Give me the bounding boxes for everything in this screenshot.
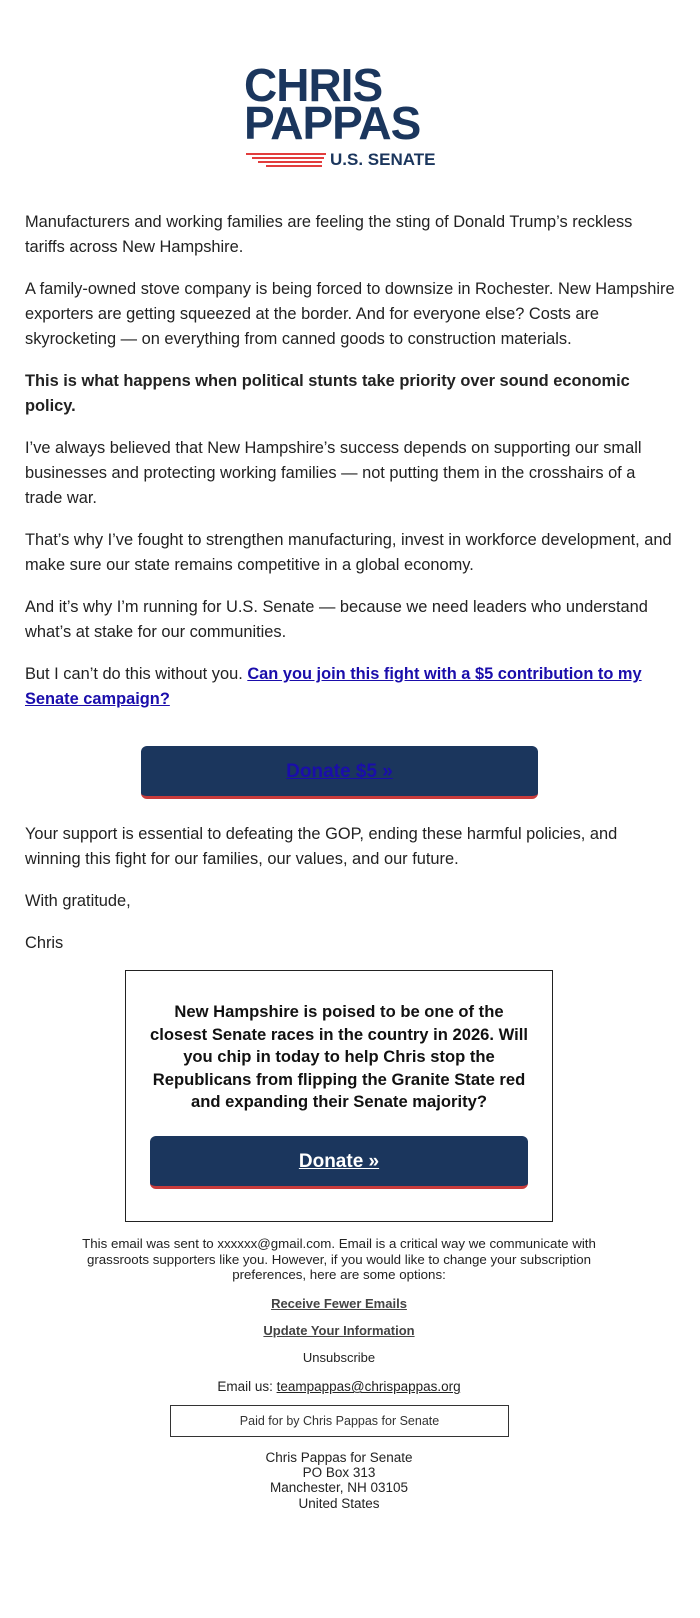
body-paragraph: A family-owned stove company is being forced to downsize in Rochester. New Hampshire exporters are getting squeezed at the border. And for everyone else? Costs are skyrocketing — on everything from canned goods to construction materials. [25,280,675,348]
mailing-address [180,1450,498,1511]
body-paragraph-bold: This is what happens when political stunts take priority over sound economic policy. [25,372,630,415]
address-line: Manchester, NH 03105 [269,1480,409,1496]
logo-senate-row [244,150,444,170]
ask-paragraph [25,662,675,712]
closing-text: With gratitude, [25,892,131,910]
paid-for-disclaimer: Paid for by Chris Pappas for Senate [170,1405,509,1437]
address-line: PO Box 313 [302,1465,376,1481]
sent-notice: This email was sent to xxxxxx@gmail.com. Email is a critical way we communicate with grassroots supporters like you. However, if you would like to change your subscription preferences, here are some options: [82,1236,596,1283]
body-paragraph: Manufacturers and working families are feeling the sting of Donald Trump’s reckless tariffs across New Hampshire. [25,213,633,256]
email-address-link[interactable]: teampappas@chrispappas.org [276,1379,461,1395]
logo-senate-label: U.S. SENATE [330,150,436,169]
receive-fewer-emails-link[interactable]: Receive Fewer Emails [271,1296,407,1312]
email-body [25,210,675,973]
address-line: United States [298,1495,380,1511]
address-line: Chris Pappas for Senate [265,1450,413,1465]
ask-text: But I can’t do this without you. [25,665,248,683]
body-paragraph: And it’s why I’m running for U.S. Senate — because we need leaders who understand what’s at stake for our communities. [25,598,648,641]
signature: Chris [25,934,64,952]
email-us-label: Email us: [217,1379,277,1395]
body-paragraph: I’ve always believed that New Hampshire’s success depends on supporting our small businesses and protecting working families — not putting them in the crosshairs of a trade war. [25,439,642,507]
contribution-link[interactable]: Can you join this fight with a $5 contribution to my Senate campaign? [25,665,642,708]
donate-button-row [25,729,675,805]
callout-text: New Hampshire is poised to be one of the closest Senate races in the country in 2026. Will you chip in today to help Chris stop the Republicans from flipping the Granite State red and expanding their Senate majority? [150,1002,528,1111]
body-paragraph: That’s why I’ve fought to strengthen manufacturing, invest in workforce development, and make sure our state remains competitive in a global economy. [25,531,672,574]
donate-5-button[interactable]: Donate $5 » [141,746,538,799]
callout-box [125,970,553,1222]
email-us-row [50,1379,628,1394]
donate-button[interactable]: Donate » [150,1136,528,1189]
logo-first-name: CHRIS [244,59,383,111]
update-information-link[interactable]: Update Your Information [263,1323,415,1339]
unsubscribe-link[interactable]: Unsubscribe [302,1350,376,1366]
email-footer [50,1236,628,1394]
campaign-logo [244,59,444,170]
logo-last-name: PAPPAS [244,97,421,149]
logo-stripes [246,153,326,167]
body-paragraph: Your support is essential to defeating the GOP, ending these harmful policies, and winning this fight for our families, our values, and our future. [25,825,618,868]
